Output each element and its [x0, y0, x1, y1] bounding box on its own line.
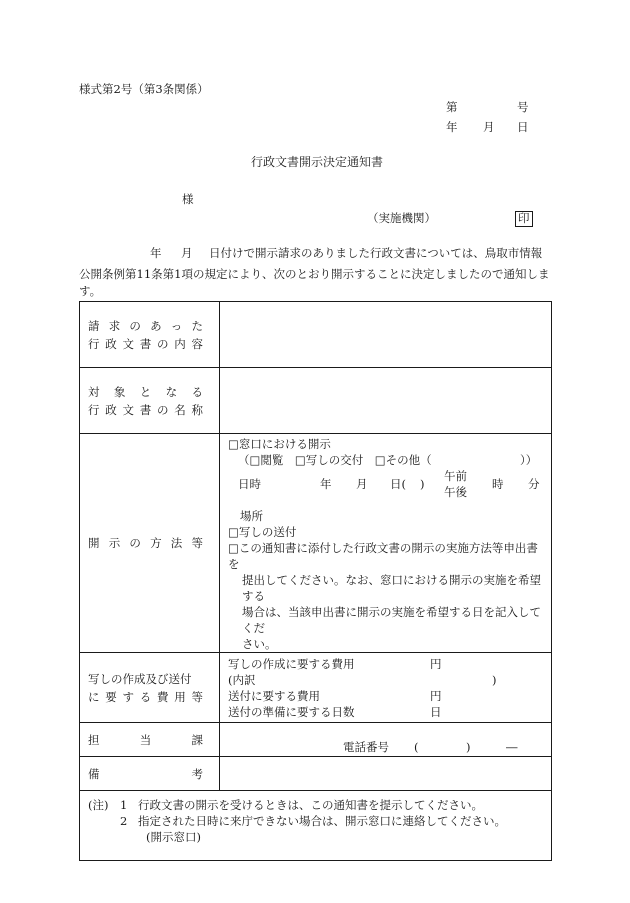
char: 費 — [157, 689, 169, 704]
char: あ — [150, 318, 162, 333]
note-2 — [88, 813, 543, 829]
date-year: 年 — [446, 120, 458, 134]
row-disclosure-method — [80, 434, 552, 653]
addressee-sama: 様 — [182, 192, 194, 206]
char: 対 — [88, 384, 100, 399]
label-department — [80, 723, 220, 757]
label-disclosure-method — [80, 434, 220, 653]
datetime-day: 日( — [390, 477, 406, 491]
char: 備 — [88, 766, 100, 781]
char: 課 — [191, 732, 203, 747]
date-month: 月 — [483, 120, 495, 134]
char: 名 — [174, 402, 186, 417]
char: に — [88, 689, 100, 704]
row-copy-cost — [80, 653, 552, 723]
char: っ — [170, 318, 183, 333]
char: 政 — [105, 402, 117, 417]
char: 方 — [150, 536, 162, 550]
datetime-year: 年 — [320, 477, 332, 491]
phone-close: ) — [466, 739, 471, 754]
send-cost-line — [228, 688, 543, 704]
char: 称 — [191, 402, 203, 417]
char: た — [191, 318, 203, 333]
body-line3: す。 — [79, 284, 102, 298]
phone-open: ( — [414, 739, 419, 754]
breakdown-line — [228, 672, 543, 688]
char: 文 — [122, 402, 134, 417]
application-note-1[interactable]: □この通知書に添付した行政文書の開示の実施方法等申出書を — [228, 541, 538, 571]
window-disclosure-checkbox[interactable]: □窓口における開示 — [228, 437, 331, 451]
char: 示 — [108, 536, 121, 550]
char: 法 — [170, 536, 183, 550]
label-line — [88, 317, 203, 335]
datetime-line — [228, 468, 543, 502]
body-paragraph — [79, 248, 553, 301]
note-2-text: 指定された日時に来庁できない場合は、開示窓口に連絡してください。 — [138, 814, 506, 828]
label-line — [88, 731, 203, 749]
breakdown-close: ) — [492, 672, 497, 687]
body-month: 月 — [181, 246, 193, 260]
disclosure-options-text[interactable]: （□閲覧 □写しの交付 □その他（ — [238, 453, 432, 467]
label-line — [88, 688, 203, 706]
char: 担 — [88, 732, 100, 747]
yen-unit: 円 — [430, 688, 442, 703]
send-cost-label: 送付に要する費用 — [228, 688, 320, 703]
application-note-2: 提出してください。なお、窓口における開示の実施を希望する — [242, 573, 541, 603]
note-1 — [88, 797, 543, 813]
char: の — [157, 402, 169, 417]
phone-line — [228, 739, 543, 755]
row-department — [80, 723, 552, 757]
label-line — [88, 765, 203, 783]
disclosure-form-table — [79, 301, 552, 861]
char: 要 — [105, 689, 117, 704]
note-1-number: 1 — [120, 798, 128, 812]
char: る — [139, 689, 152, 704]
value-remarks[interactable] — [220, 757, 552, 791]
date-day: 日 — [517, 120, 529, 134]
char: 書 — [139, 336, 152, 351]
value-copy-cost — [220, 653, 552, 723]
datetime-minute: 分 — [528, 477, 540, 491]
document-title: 行政文書開示決定通知書 — [251, 155, 384, 169]
char: 文 — [122, 336, 134, 351]
char: の — [129, 318, 141, 333]
char: の — [129, 536, 141, 550]
application-note-4: さい。 — [242, 637, 277, 651]
char: 等 — [191, 536, 203, 550]
row-document-name — [80, 368, 552, 434]
body-line1: 日付けで開示請求のありました行政文書については、鳥取市情報 — [209, 246, 543, 260]
char: 象 — [113, 384, 126, 399]
label-document-name — [80, 368, 220, 434]
label-remarks — [80, 757, 220, 791]
phone-label: 電話番号 — [343, 739, 389, 754]
label-line — [88, 401, 203, 419]
char: る — [191, 384, 203, 399]
doc-number-go: 号 — [517, 100, 529, 114]
place-label: 場所 — [240, 509, 263, 523]
label-line — [88, 383, 203, 401]
seal-mark: 印 — [515, 211, 533, 227]
disclosure-options — [228, 452, 543, 468]
form-number: 様式第2号（第3条関係） — [79, 82, 209, 96]
am-option[interactable]: 午前 — [444, 469, 467, 483]
row-request-content — [80, 302, 552, 368]
char: 行 — [88, 336, 100, 351]
datetime-paren: ) — [420, 477, 425, 491]
char: 行 — [88, 402, 100, 417]
row-remarks — [80, 757, 552, 791]
datetime-month: 月 — [356, 477, 368, 491]
char: 等 — [191, 689, 203, 704]
issuer-label: （実施機関） — [367, 211, 436, 225]
note-2-number: 2 — [120, 814, 128, 828]
value-document-name[interactable] — [220, 368, 552, 434]
char: 開 — [88, 536, 100, 550]
body-year: 年 — [150, 246, 162, 260]
char: 内 — [174, 336, 186, 351]
note-1-text: 行政文書の開示を受けるときは、この通知書を提示してください。 — [138, 798, 483, 812]
label-request-content — [80, 302, 220, 368]
notes-cell — [80, 791, 552, 861]
label-copy-cost — [80, 653, 220, 723]
char: 当 — [139, 732, 152, 747]
phone-dash: ― — [506, 739, 518, 754]
doc-number-dai: 第 — [446, 100, 458, 114]
body-line2: 公開条例第11条第1項の規定により、次のとおり開示することに決定しましたので通知しま — [79, 266, 550, 281]
copy-cost-label: 写しの作成に要する費用 — [228, 656, 355, 671]
mail-copy-checkbox[interactable]: □写しの送付 — [228, 525, 297, 539]
day-unit: 日 — [430, 704, 442, 719]
value-request-content[interactable] — [220, 302, 552, 368]
note-prefix: (注) — [88, 798, 109, 812]
label-line — [88, 534, 203, 552]
breakdown-label: (内訳 — [228, 672, 256, 687]
days-label: 送付の準備に要する日数 — [228, 704, 355, 719]
label-line: 写しの作成及び送付 — [88, 671, 192, 686]
row-notes — [80, 791, 552, 861]
char: 容 — [191, 336, 203, 351]
value-department[interactable] — [220, 723, 552, 757]
char: の — [157, 336, 169, 351]
datetime-hour: 時 — [492, 477, 504, 491]
yen-unit: 円 — [430, 656, 442, 671]
cost-line — [228, 656, 543, 672]
char: 用 — [174, 689, 186, 704]
char: 政 — [105, 336, 117, 351]
char: と — [139, 384, 152, 399]
pm-option[interactable]: 午後 — [444, 485, 467, 499]
disclosure-options-close: ）） — [520, 453, 538, 467]
datetime-label: 日時 — [238, 477, 261, 491]
char: す — [122, 689, 134, 704]
char: 求 — [108, 318, 121, 333]
note-3 — [88, 829, 543, 845]
char: 請 — [88, 318, 100, 333]
char: な — [165, 384, 178, 399]
value-disclosure-method — [220, 434, 552, 653]
application-note-3: 場合は、当該申出書に開示の実施を希望する日を記入してくだ — [242, 605, 541, 635]
days-line — [228, 704, 543, 720]
label-line — [88, 335, 203, 353]
char: 考 — [191, 766, 203, 781]
char: 書 — [139, 402, 152, 417]
disclosure-window-label: (開示窓口) — [146, 830, 201, 844]
